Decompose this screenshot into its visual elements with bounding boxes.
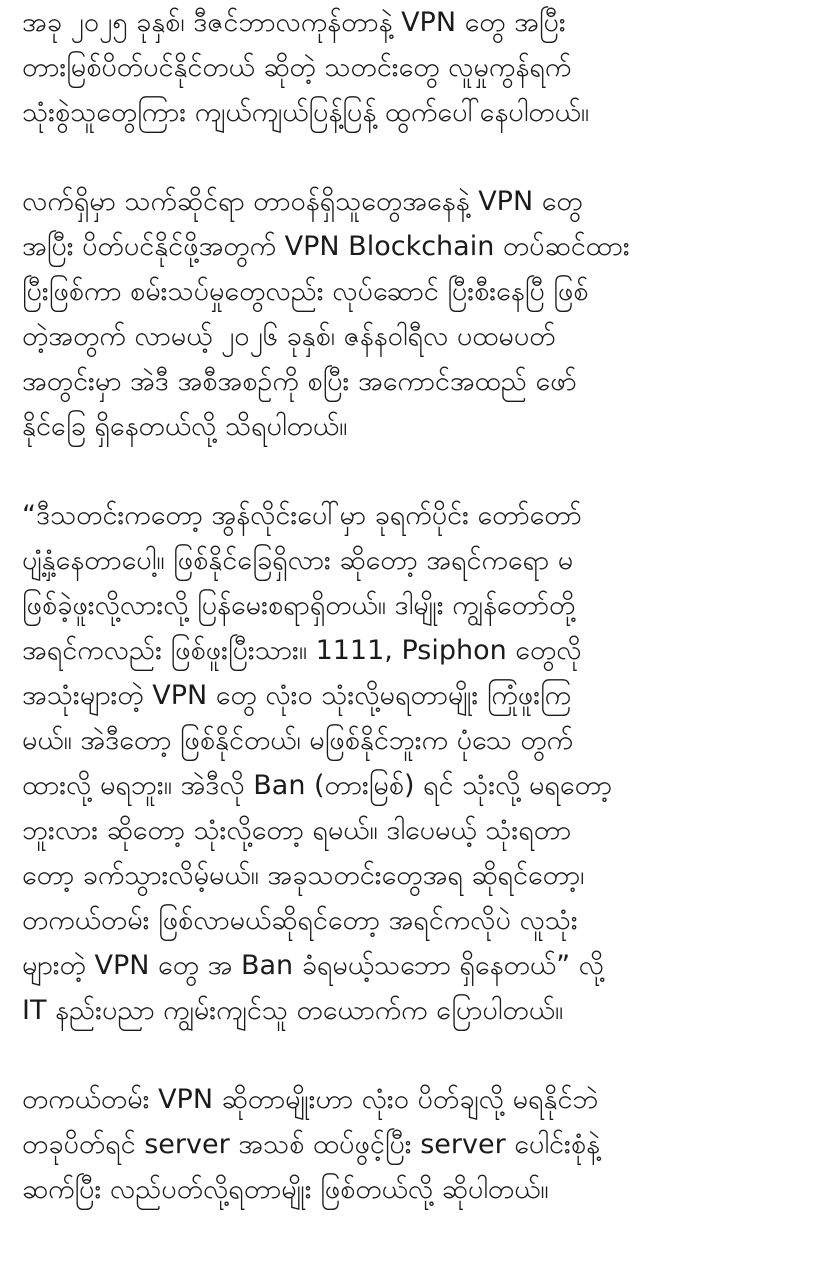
text-line: လက်ရှိမှာ သက်ဆိုင်ရာ တာဝန်ရှိသူတွေအနေနဲ့ VPN တွေ <box>22 186 583 217</box>
text-line: အရင်ကလည်း ဖြစ်ဖူးပြီးသား။ 1111, Psiphon တွေလို <box>22 635 582 666</box>
text-line: “ဒီသတင်းကတော့ အွန်လိုင်းပေါ်မှာ ခုရက်ပိုင်း တော်တော် <box>22 500 582 531</box>
text-line: ဘူးလား ဆိုတော့ သုံးလို့တော့ ရမယ်။ ဒါပေမယ့် သုံးရတာ <box>22 815 572 846</box>
text-line: တဲ့အတွက် လာမယ့် ၂၀၂၆ ခုနှစ်၊ ဇန်နဝါရီလ ပထမပတ် <box>22 321 556 352</box>
text-line: တားမြစ်ပိတ်ပင်နိုင်တယ် ဆိုတဲ့ သတင်းတွေ လူမှုကွန်ရက် <box>22 52 572 83</box>
text-line: များတဲ့ VPN တွေ အ Ban ခံရမယ့်သဘော ရှိနေတယ်” လို့ <box>22 950 604 981</box>
text-line: အခု ၂၀၂၅ ခုနှစ်၊ ဒီဇင်ဘာလကုန်တာနဲ့ VPN တွေ အပြီး <box>22 7 566 38</box>
text-line: အသုံးများတဲ့ VPN တွေ လုံးဝ သုံးလို့မရတာမျိုး ကြုံဖူးကြ <box>22 680 572 711</box>
text-line: ဖြစ်ခဲ့ဖူးလို့လားလို့ ပြန်မေးစရာရှိတယ်။ ဒါမျိုး ကျွန်တော်တို့ <box>22 590 576 621</box>
paragraph-1 <box>22 0 808 135</box>
text-line: ပြီးဖြစ်ကာ စမ်းသပ်မှုတွေလည်း လုပ်ဆောင် ပြီးစီးနေပြီ ဖြစ် <box>22 276 589 307</box>
text-line: တကယ်တမ်း ဖြစ်လာမယ်ဆိုရင်တော့ အရင်ကလိုပဲ လူသုံး <box>22 905 578 936</box>
text-line: IT နည်းပညာ ကျွမ်းကျင်သူ တယောက်က ပြောပါတယ်။ <box>22 995 564 1026</box>
text-line: နိုင်ခြေ ရှိနေတယ်လို့ သိရပါတယ်။ <box>22 411 348 442</box>
text-line: ဆက်ပြီး လည်ပတ်လို့ရတာမျိုး ဖြစ်တယ်လို့ ဆိုပါတယ်။ <box>22 1174 549 1205</box>
text-line: တခုပိတ်ရင် server အသစ် ထပ်ဖွင့်ပြီး server ပေါင်းစုံနဲ့ <box>22 1129 600 1160</box>
paragraph-4 <box>22 1077 808 1212</box>
text-line: တော့ ခက်သွားလိမ့်မယ်။ အခုသတင်းတွေအရ ဆိုရင်တော့၊ <box>22 860 585 891</box>
text-line: ပျံ့နှံ့နေတာပေါ့။ ဖြစ်နိုင်ခြေရှိလား ဆိုတော့ အရင်ကရော မ <box>22 545 574 576</box>
text-line: သုံးစွဲသူတွေကြား ကျယ်ကျယ်ပြန့်ပြန့် ထွက်ပေါ်နေပါတယ်။ <box>22 97 590 128</box>
article-body <box>22 0 808 1256</box>
text-line: မယ်။ အဲဒီတော့ ဖြစ်နိုင်တယ်၊ မဖြစ်နိုင်ဘူးက ပုံသေ တွက် <box>22 725 574 756</box>
paragraph-3 <box>22 493 808 1033</box>
text-line: တကယ်တမ်း VPN ဆိုတာမျိုးဟာ လုံးဝ ပိတ်ချလို့ မရနိုင်ဘဲ <box>22 1084 599 1115</box>
text-line: ထားလို့ မရဘူး။ အဲဒီလို Ban (တားမြစ်) ရင် သုံးလို့ မရတော့ <box>22 770 612 801</box>
text-line: အတွင်းမှာ အဲဒီ အစီအစဉ်ကို စပြီး အကောင်အထည် ဖော် <box>22 366 577 397</box>
paragraph-2 <box>22 179 808 449</box>
text-line: အပြီး ပိတ်ပင်နိုင်ဖို့အတွက် VPN Blockchain တပ်ဆင်ထား <box>22 231 630 262</box>
